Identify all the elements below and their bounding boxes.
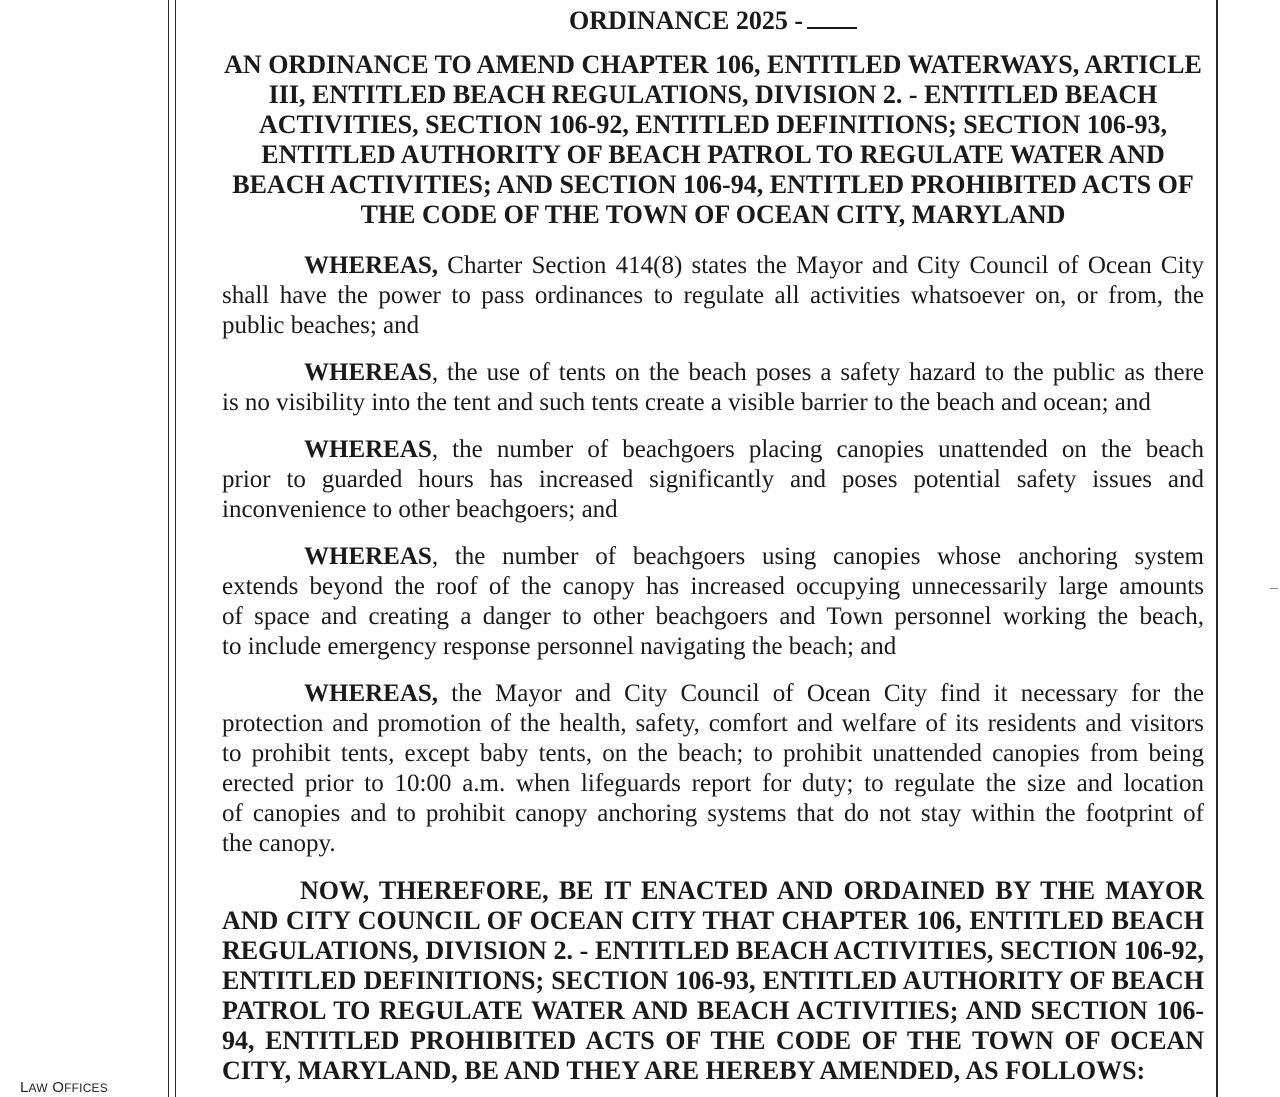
ordinance-heading (222, 50, 1204, 230)
heading-line: BEACH ACTIVITIES; AND SECTION 106-94, ENTITLED PROHIBITED ACTS OF (232, 170, 1194, 199)
clause-line: WHEREAS, Charter Section 414(8) states the Mayor and City Council of Ocean City (304, 252, 1204, 279)
whereas-clause-5 (222, 679, 1204, 859)
whereas-clause-3 (222, 435, 1204, 525)
whereas-clause-4 (222, 542, 1204, 662)
clause-line: WHEREAS, the use of tents on the beach poses a safety hazard to the public as there (304, 359, 1204, 386)
enactment-line: REGULATIONS, DIVISION 2. - ENTITLED BEACH ACTIVITIES, SECTION 106-92, (222, 936, 1204, 965)
whereas-clause-1 (222, 251, 1204, 341)
whereas-keyword: WHEREAS (304, 436, 432, 463)
heading-line: ENTITLED AUTHORITY OF BEACH PATROL TO REGULATE WATER AND (261, 140, 1165, 169)
whereas-clause-2 (222, 358, 1204, 418)
clause-line: public beaches; and (222, 312, 420, 339)
clause-line: extends beyond the roof of the canopy has increased occupying unnecessarily large amounts (222, 573, 1204, 600)
right-margin-rule (1216, 0, 1218, 1097)
clause-line: WHEREAS, the number of beachgoers placing canopies unattended on the beach (304, 436, 1204, 463)
clause-line: inconvenience to other beachgoers; and (222, 496, 618, 523)
heading-line: THE CODE OF THE TOWN OF OCEAN CITY, MARYLAND (360, 200, 1066, 229)
clause-line: is no visibility into the tent and such tents create a visible barrier to the beach and ocean; and (222, 389, 1151, 416)
law-offices-label: LAW OFFICES (20, 1079, 108, 1096)
heading-line: ACTIVITIES, SECTION 106-92, ENTITLED DEFINITIONS; SECTION 106-93, (258, 110, 1168, 139)
enactment-line: CITY, MARYLAND, BE AND THEY ARE HEREBY AMENDED, AS FOLLOWS: (222, 1056, 1146, 1085)
clause-line: WHEREAS, the Mayor and City Council of Ocean City find it necessary for the (304, 680, 1204, 707)
whereas-keyword: WHEREAS, (304, 680, 439, 707)
enactment-clause (222, 876, 1204, 1086)
ordinance-title: ORDINANCE 2025 - (222, 6, 1204, 36)
clause-line: the canopy. (222, 830, 336, 857)
heading-line: AN ORDINANCE TO AMEND CHAPTER 106, ENTITLED WATERWAYS, ARTICLE (224, 50, 1202, 79)
ordinance-number-blank (807, 9, 857, 29)
left-margin-rule-outer (168, 0, 169, 1097)
clause-line: WHEREAS, the number of beachgoers using canopies whose anchoring system (304, 543, 1204, 570)
clause-line: protection and promotion of the health, safety, comfort and welfare of its residents and visitors (222, 710, 1204, 737)
margin-tick-mark (1270, 588, 1278, 589)
enactment-line: NOW, THEREFORE, BE IT ENACTED AND ORDAINED BY THE MAYOR (300, 876, 1204, 905)
whereas-keyword: WHEREAS (304, 359, 432, 386)
clause-line: shall have the power to pass ordinances to regulate all activities whatsoever on, or from, the (222, 282, 1204, 309)
clause-line: erected prior to 10:00 a.m. when lifeguards report for duty; to regulate the size and location (222, 770, 1204, 797)
whereas-keyword: WHEREAS, (304, 252, 439, 279)
enactment-line: ENTITLED DEFINITIONS; SECTION 106-93, ENTITLED AUTHORITY OF BEACH (222, 966, 1204, 995)
clause-line: to include emergency response personnel navigating the beach; and (222, 633, 897, 660)
enactment-line: AND CITY COUNCIL OF OCEAN CITY THAT CHAPTER 106, ENTITLED BEACH (222, 906, 1204, 935)
enactment-line: PATROL TO REGULATE WATER AND BEACH ACTIVITIES; AND SECTION 106- (222, 996, 1204, 1025)
clause-line: prior to guarded hours has increased significantly and poses potential safety issues and (222, 466, 1204, 493)
clause-line: of space and creating a danger to other beachgoers and Town personnel working the beach, (222, 603, 1204, 630)
clause-line: of canopies and to prohibit canopy anchoring systems that do not stay within the footprint of (222, 800, 1204, 827)
clause-line: to prohibit tents, except baby tents, on the beach; to prohibit unattended canopies from being (222, 740, 1204, 767)
whereas-keyword: WHEREAS (304, 543, 432, 570)
heading-line: III, ENTITLED BEACH REGULATIONS, DIVISION 2. - ENTITLED BEACH (268, 80, 1158, 109)
left-margin-rule-inner (175, 0, 176, 1097)
enactment-line: 94, ENTITLED PROHIBITED ACTS OF THE CODE OF THE TOWN OF OCEAN (222, 1026, 1204, 1055)
